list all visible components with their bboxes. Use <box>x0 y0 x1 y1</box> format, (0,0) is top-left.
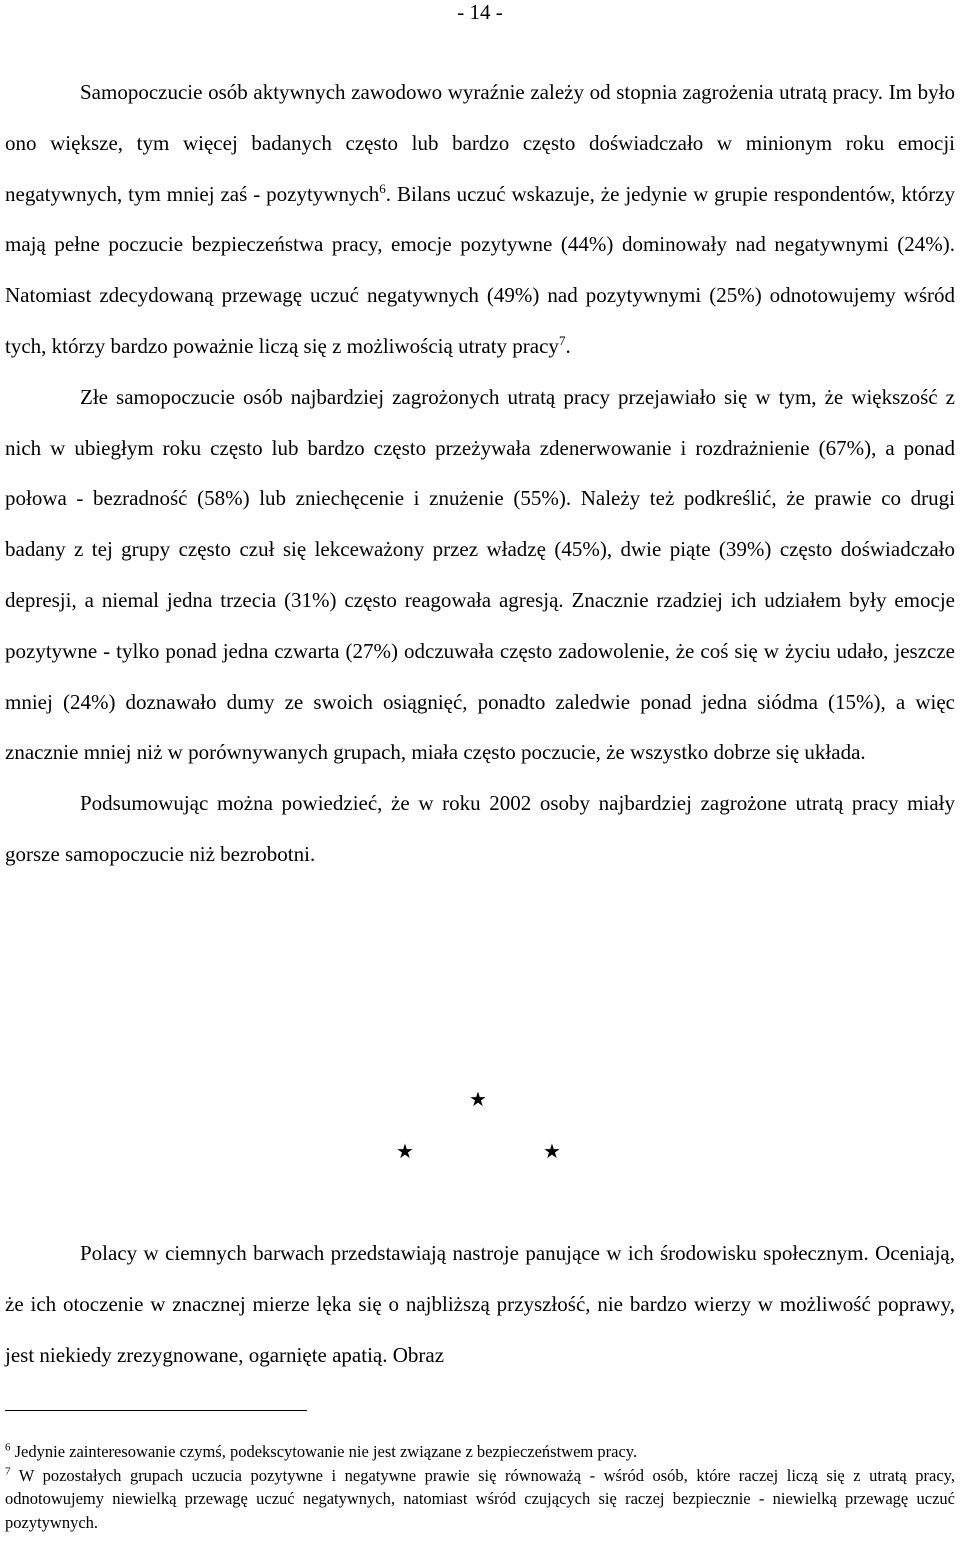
footnote-7 <box>5 1464 955 1535</box>
footnote-ref-6[interactable]: 6 <box>379 180 386 196</box>
footnote-mark-6: 6 <box>5 1441 11 1454</box>
section-text <box>5 1228 955 1381</box>
footnotes <box>5 1440 955 1534</box>
section-separator <box>0 1088 960 1168</box>
footnote-7-text: W pozostałych grupach uczucia pozytywne i negatywne prawie się równoważą - wśród osób, które raczej liczą się z utratą pracy, odnotowujemy niewielką przewagę uczuć negatywnych, natomiast wśród czujących się raczej bezpiecznie - niewielką przewagę uczuć pozytywnych. <box>5 1465 955 1532</box>
paragraph-3: Podsumowując można powiedzieć, że w roku 2002 osoby najbardziej zagrożone utratą pracy miały gorsze samopoczucie niż bezrobotni. <box>5 791 955 866</box>
paragraph-1-text-cont: . Bilans uczuć wskazuje, że jedynie w grupie respondentów, którzy mają pełne poczucie bezpieczeństwa pracy, emocje pozytywne (44%) dominowały nad negatywnymi (24%). Natomiast zdecydowaną przewagę uczuć negatywnych (49%) nad pozytywnymi (25%) odnotowujemy wśród tych, którzy bardzo poważnie liczą się z możliwością utraty pracy <box>5 181 956 358</box>
page-number: - 14 - <box>457 0 503 24</box>
star-icon: ★ <box>469 1089 487 1111</box>
paragraph-1-text: Samopoczucie osób aktywnych zawodowo wyraźnie zależy od stopnia zagrożenia utratą pracy. Im było ono większe, tym więcej badanych często lub bardzo często doświadczało w minionym roku emocji negatywnych, tym mniej zaś - pozytywnych <box>5 80 955 206</box>
footnote-divider <box>5 1410 307 1411</box>
star-icon: ★ <box>396 1141 414 1163</box>
paragraph-2: Złe samopoczucie osób najbardziej zagrożonych utratą pracy przejawiało się w tym, że większość z nich w ubiegłym roku często lub bardzo często przeżywała zdenerwowanie i rozdrażnienie (67%), a ponad połowa - bezradność (58%) lub zniechęcenie i znużenie (55%). Należy też podkreślić, że prawie co drugi badany z tej grupy często czuł się lekceważony przez władzę (45%), dwie piąte (39%) często doświadczało depresji, a niemal jedna trzecia (31%) często reagowała agresją. Znacznie rzadziej ich udziałem były emocje pozytywne - tylko ponad jedna czwarta (27%) odczuwała często zadowolenie, że coś się w życiu udało, jeszcze mniej (24%) doznawało dumy ze swoich osiągnięć, ponadto zaledwie ponad jedna siódma (15%), a więc znacznie mniej niż w porównywanych grupach, miała często poczucie, że wszystko dobrze się układa. <box>5 384 955 765</box>
main-text <box>5 67 955 880</box>
section-paragraph: Polacy w ciemnych barwach przedstawiają nastroje panujące w ich środowisku społecznym. Oceniają, że ich otoczenie w znacznej mierze lęka się o najbliższą przyszłość, nie bardzo wierzy w możliwość poprawy, jest niekiedy zrezygnowane, ogarnięte apatią. Obraz <box>5 1241 955 1367</box>
star-icon: ★ <box>543 1141 561 1163</box>
footnote-mark-7: 7 <box>5 1465 11 1477</box>
paragraph-1 <box>5 67 955 372</box>
footnote-6 <box>5 1440 955 1464</box>
footnote-ref-7[interactable]: 7 <box>558 332 566 348</box>
footnote-6-text: Jedynie zainteresowanie czymś, podekscytowanie nie jest związane z bezpieczeństwem pracy. <box>10 1442 638 1461</box>
paragraph-1-text-end: . <box>565 333 571 358</box>
